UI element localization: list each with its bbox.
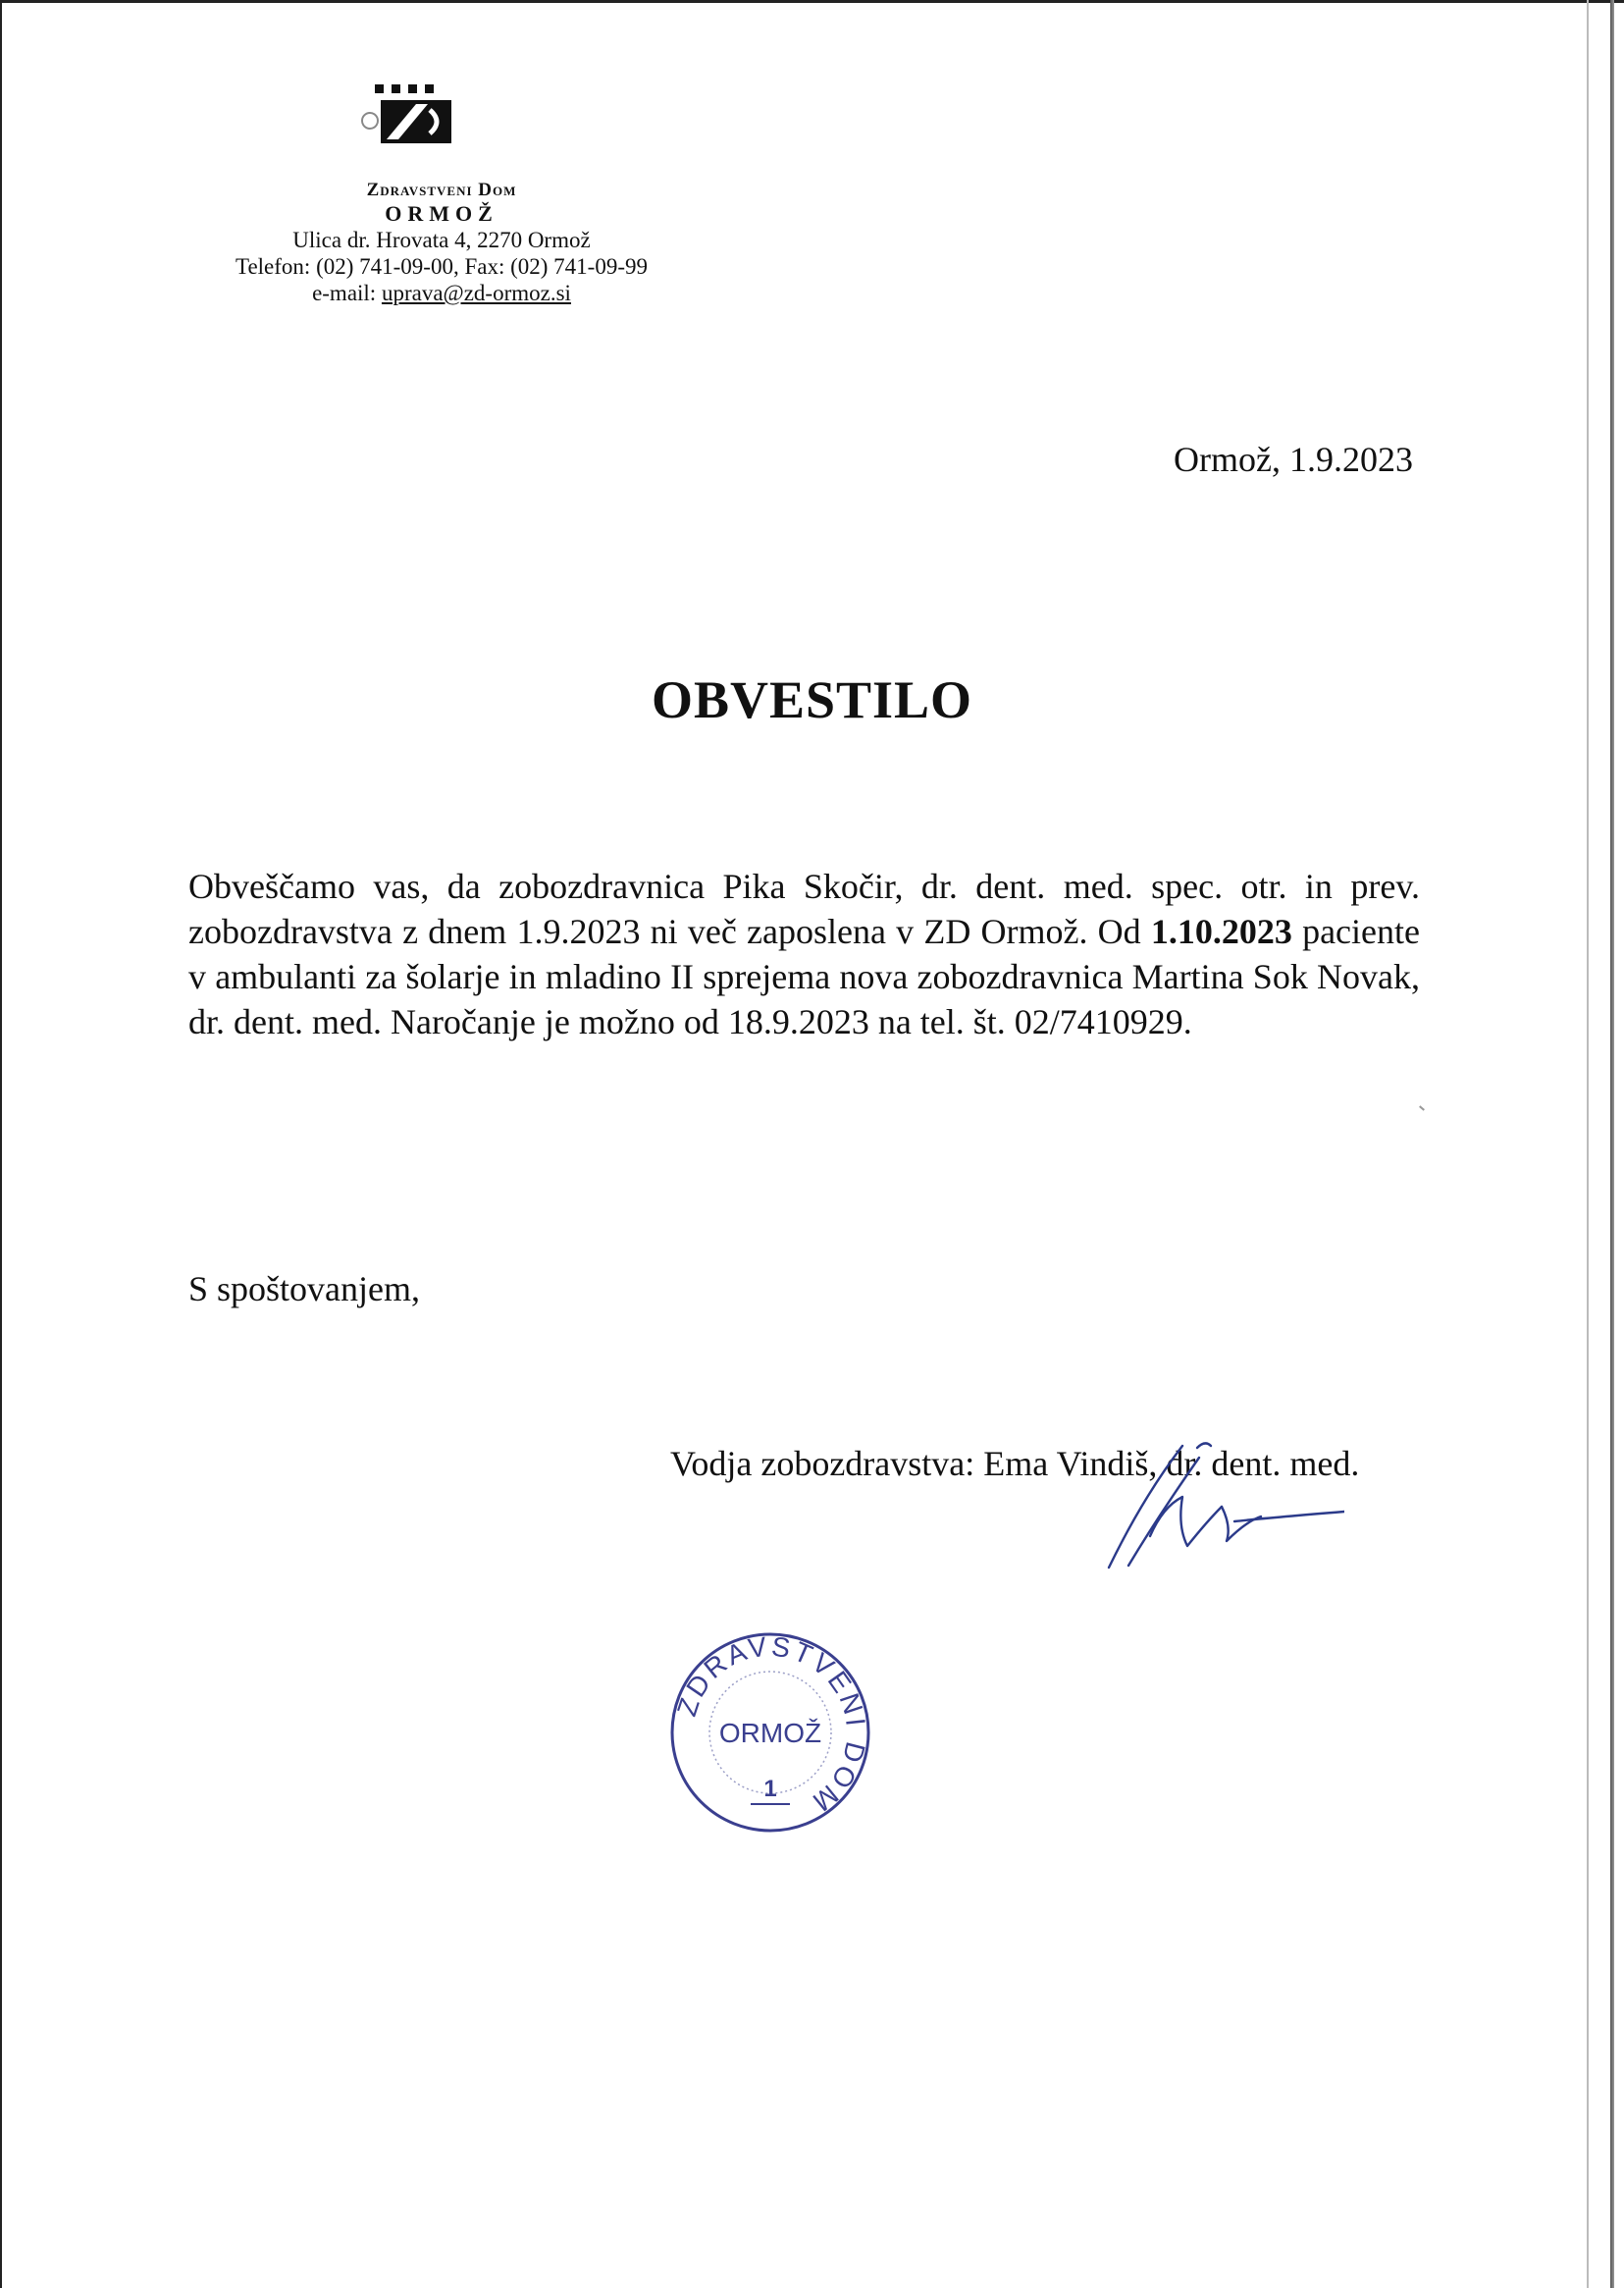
stamp-number: 1 <box>763 1776 777 1802</box>
letterhead <box>177 77 707 306</box>
address: Ulica dr. Hrovata 4, 2270 Ormož <box>292 228 591 252</box>
notice-body <box>188 864 1420 1044</box>
body-bold-date: 1.10.2023 <box>1150 912 1292 951</box>
document-date: Ormož, 1.9.2023 <box>1174 440 1413 479</box>
official-stamp <box>657 1620 883 1850</box>
scan-speck <box>1419 1105 1425 1110</box>
email-link[interactable]: uprava@zd-ormoz.si <box>381 281 571 305</box>
email-label: e-mail: <box>312 281 382 305</box>
stamp-center-text: ORMOŽ <box>718 1718 822 1748</box>
closing-salutation: S spoštovanjem, <box>188 1269 421 1308</box>
phone-fax: Telefon: (02) 741-09-00, Fax: (02) 741-09-99 <box>236 254 648 279</box>
scan-edge <box>1610 0 1614 2288</box>
zd-logo <box>177 77 707 180</box>
stamp-ring-text: ZDRAVSTVENI DOM <box>670 1630 872 1820</box>
document-title: OBVESTILO <box>651 670 973 729</box>
body-part-1: Obveščamo vas, da zobozdravnica Pika Skočir, dr. dent. med. spec. otr. in prev. zobozdravstva z dnem 1.9.2023 ni več zaposlena v ZD Ormož. Od <box>188 867 1420 951</box>
scan-edge-inner <box>1587 0 1589 2288</box>
body-part-2: paciente v ambulanti za šolarje in mladino II sprejema nova zobozdravnica Martina Sok Novak, dr. dent. med. Naročanje je možno od 18.9.2023 na tel. št. 02/7410929. <box>188 912 1420 1041</box>
institution-name: Zdravstveni Dom <box>366 180 517 200</box>
institution-city: ORMOŽ <box>385 201 498 226</box>
handwritten-signature <box>1089 1428 1344 1580</box>
email-line <box>177 280 707 306</box>
signer-line: Vodja zobozdravstva: Ema Vindiš, dr. dent. med. <box>670 1444 1360 1483</box>
